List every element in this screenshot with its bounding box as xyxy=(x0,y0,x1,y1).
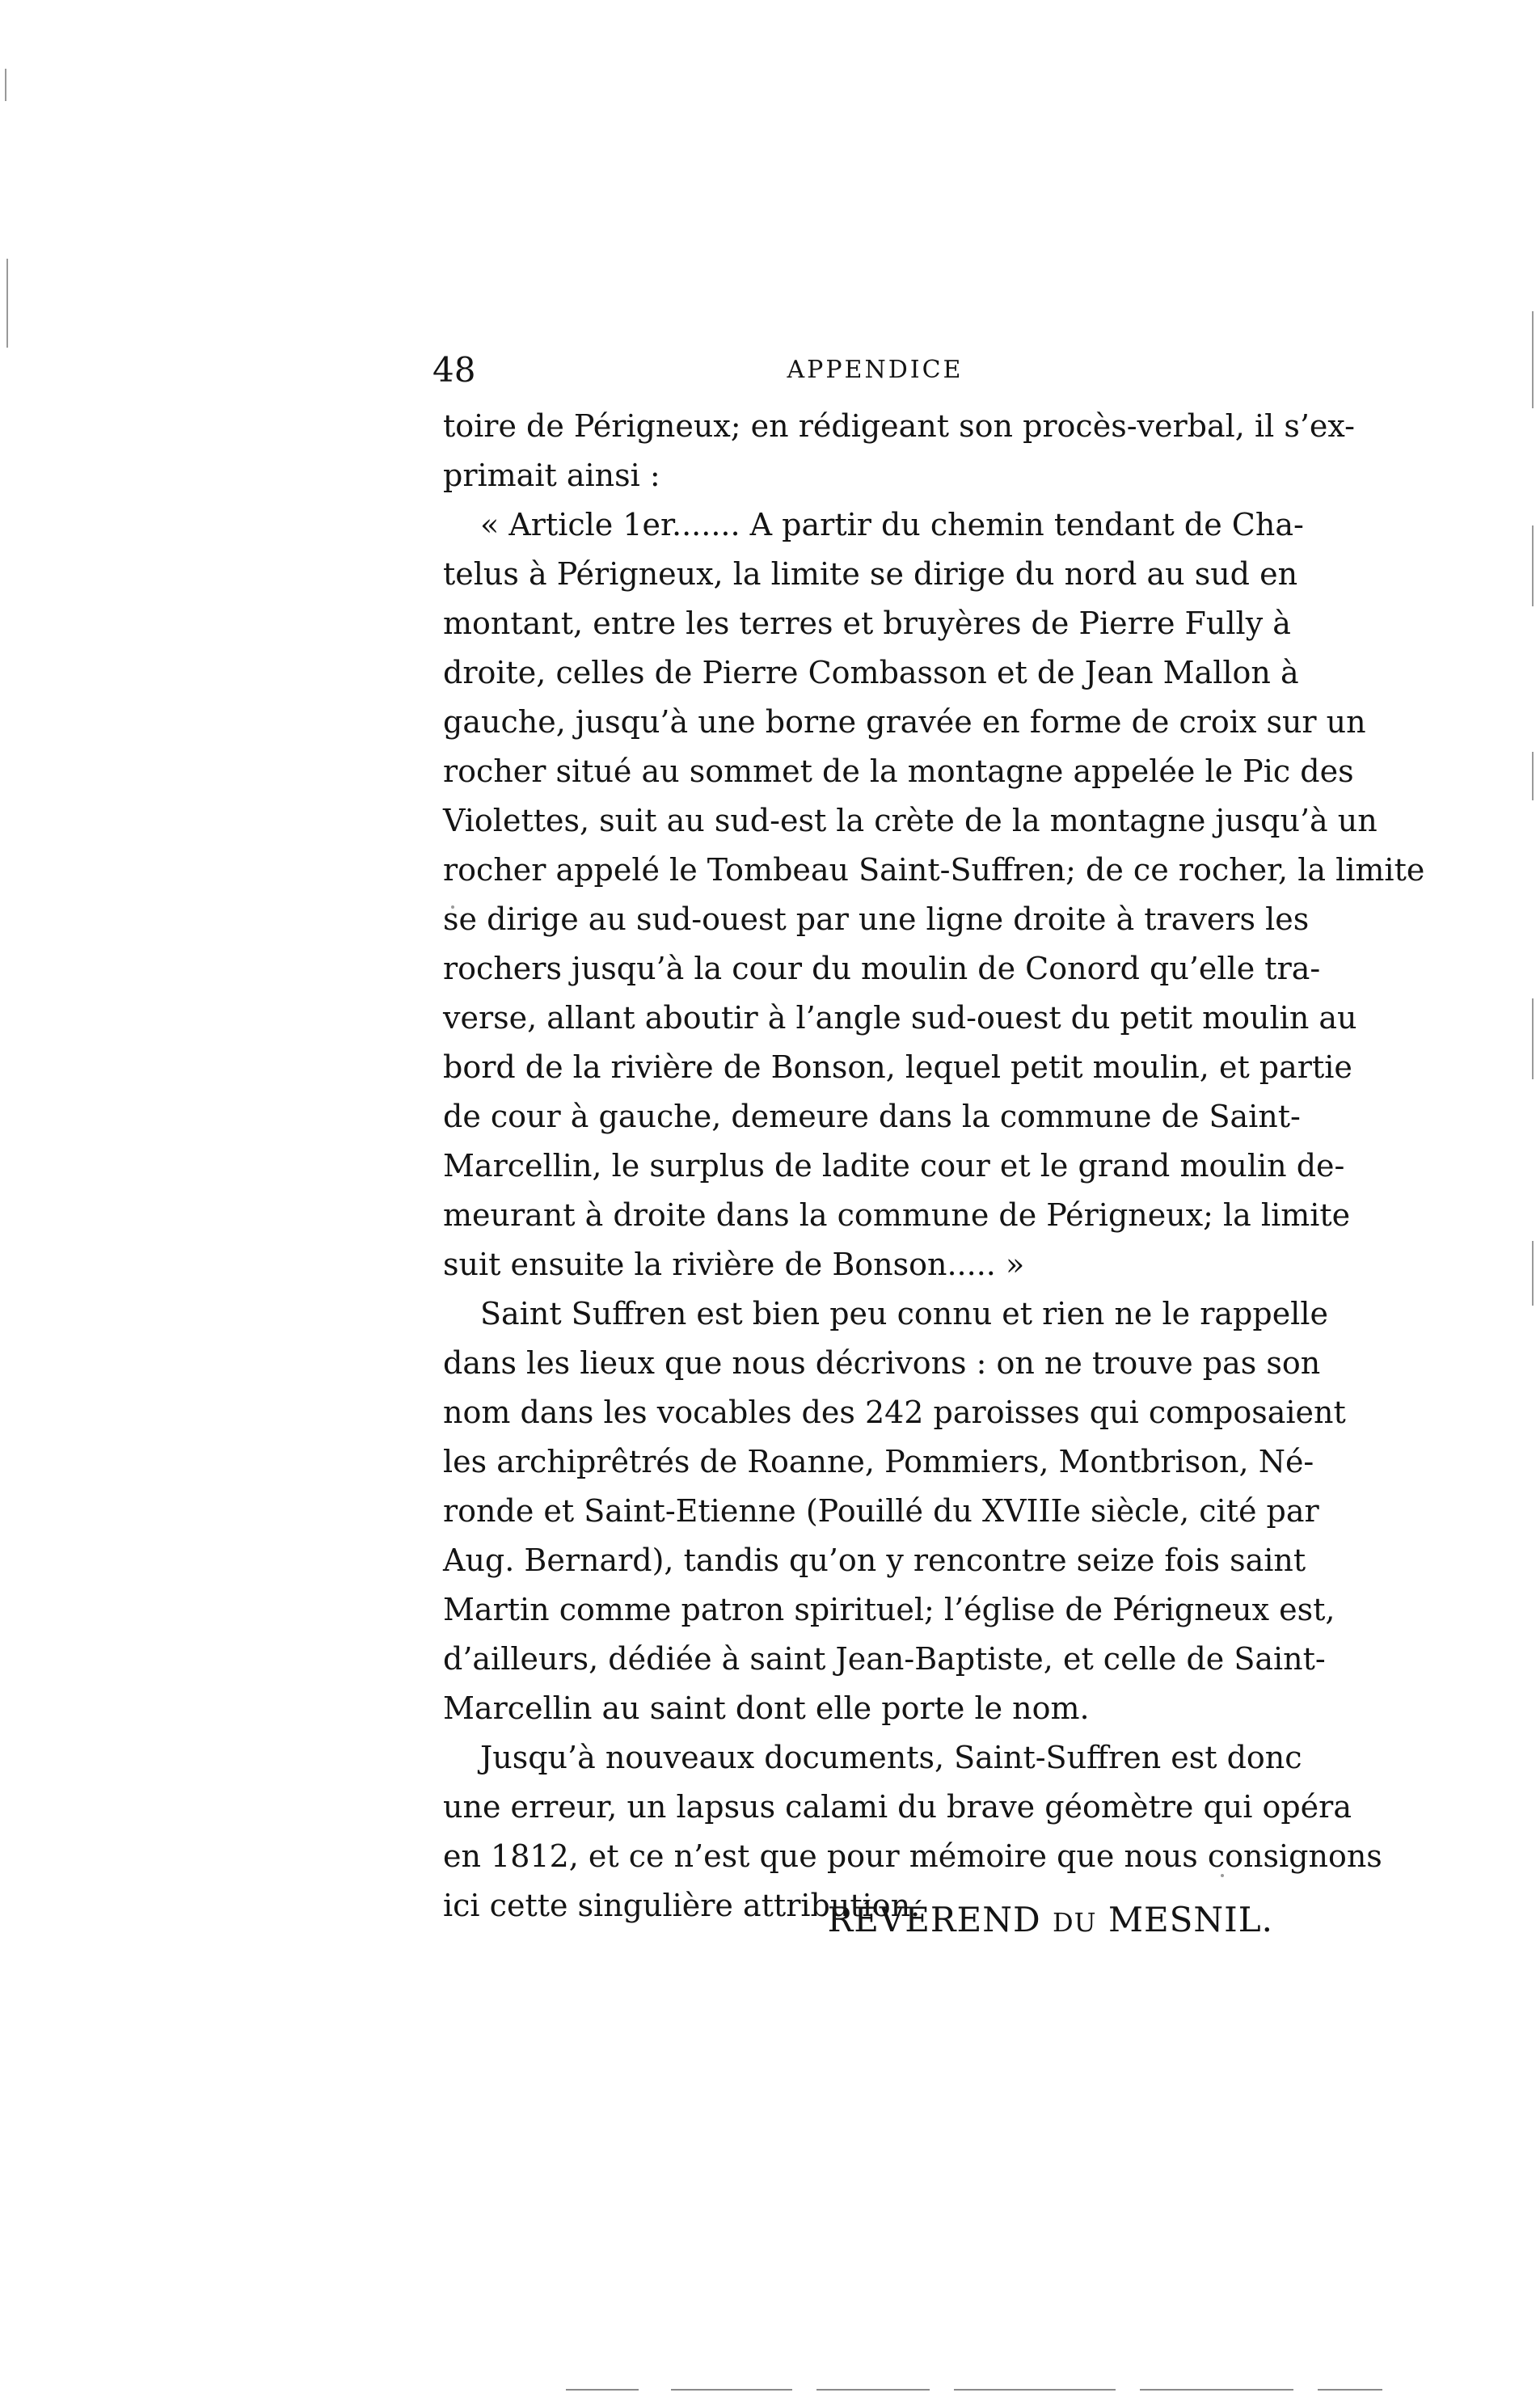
text-line-content: « Article 1er....... A partir du chemin tendant de Cha- xyxy=(480,507,1304,542)
text-line-content: suit ensuite la rivière de Bonson..... » xyxy=(443,1247,1025,1282)
left-margin-line xyxy=(6,259,8,348)
text-line xyxy=(443,1635,1326,1684)
text-line-content: Martin comme patron spirituel; l’église de Périgneux est, xyxy=(443,1592,1335,1627)
text-line xyxy=(443,1043,1352,1092)
page-number: 48 xyxy=(432,350,476,390)
text-line-content: meurant à droite dans la commune de Périgneux; la limite xyxy=(443,1197,1351,1233)
left-margin-line xyxy=(5,69,6,101)
text-line xyxy=(443,747,1354,796)
right-margin-line xyxy=(1532,311,1534,408)
text-line xyxy=(443,1388,1346,1437)
text-line-content: nom dans les vocables des 242 paroisses qui composaient xyxy=(443,1395,1346,1430)
text-line-content: Aug. Bernard), tandis qu’on y rencontre seize fois saint xyxy=(443,1542,1306,1578)
bottom-edge-mark xyxy=(1140,2389,1293,2391)
text-line xyxy=(443,1684,1312,1733)
signature-particle: DU xyxy=(1052,1907,1097,1938)
text-line xyxy=(443,1487,1319,1536)
text-line-content: les archiprêtrés de Roanne, Pommiers, Montbrison, Né- xyxy=(443,1444,1314,1479)
text-line-content: gauche, jusqu’à une borne gravée en forme de croix sur un xyxy=(443,704,1366,740)
bottom-edge-mark xyxy=(816,2389,930,2391)
right-margin-line xyxy=(1532,998,1534,1079)
bottom-edge-mark xyxy=(1318,2389,1382,2391)
text-line xyxy=(443,1142,1345,1191)
text-line-content: ici cette singulière attribution. xyxy=(443,1888,921,1923)
text-line-content: verse, allant aboutir à l’angle sud-ouest du petit moulin au xyxy=(443,1000,1357,1036)
text-line-content: ronde et Saint-Etienne (Pouillé du XVIIIe siècle, cité par xyxy=(443,1493,1319,1529)
text-line xyxy=(443,1289,1328,1339)
text-line-content: en 1812, et ce n’est que pour mémoire que nous consignons xyxy=(443,1838,1382,1874)
text-line xyxy=(443,1832,1382,1881)
body-text xyxy=(443,402,1425,1931)
text-line xyxy=(443,451,1312,500)
text-line-content: de cour à gauche, demeure dans la commune de Saint- xyxy=(443,1099,1301,1134)
bottom-edge-mark xyxy=(671,2389,792,2391)
signature-name-part1: RÉVÉREND xyxy=(827,1900,1041,1939)
text-line-content: Saint Suffren est bien peu connu et rien ne le rappelle xyxy=(480,1296,1328,1331)
text-line-content: primait ainsi : xyxy=(443,458,660,493)
text-line xyxy=(443,1437,1312,1487)
text-line xyxy=(443,550,1312,599)
right-margin-line xyxy=(1532,525,1534,606)
right-margin-line xyxy=(1532,752,1534,800)
text-line xyxy=(443,1536,1312,1585)
text-line-content: toire de Périgneux; en rédigeant son procès-verbal, il s’ex- xyxy=(443,408,1356,444)
text-line xyxy=(443,1092,1312,1142)
page-header xyxy=(432,346,1318,395)
text-line-content: Violettes, suit au sud-est la crète de la montagne jusqu’à un xyxy=(443,803,1378,838)
text-line xyxy=(443,1783,1352,1832)
text-line-content: rocher situé au sommet de la montagne appelée le Pic des xyxy=(443,753,1354,789)
author-signature xyxy=(828,1896,1273,1947)
text-line xyxy=(443,1733,1312,1783)
text-line-content: Marcellin au saint dont elle porte le nom. xyxy=(443,1690,1090,1726)
right-margin-line xyxy=(1532,1241,1534,1306)
text-line-content: rochers jusqu’à la cour du moulin de Conord qu’elle tra- xyxy=(443,951,1321,986)
text-line-content: droite, celles de Pierre Combasson et de Jean Mallon à xyxy=(443,655,1299,690)
bottom-edge-mark xyxy=(954,2389,1116,2391)
text-line xyxy=(443,698,1366,747)
text-line-content: Jusqu’à nouveaux documents, Saint-Suffren est donc xyxy=(480,1740,1302,1775)
text-line-content: une erreur, un lapsus calami du brave géomètre qui opéra xyxy=(443,1789,1352,1825)
running-head: APPENDICE xyxy=(787,356,964,384)
text-line xyxy=(443,402,1356,451)
text-line xyxy=(443,1191,1351,1240)
text-line xyxy=(443,1585,1335,1635)
text-line-content: bord de la rivière de Bonson, lequel petit moulin, et partie xyxy=(443,1049,1352,1085)
text-line-content: se dirige au sud-ouest par une ligne droite à travers les xyxy=(443,901,1310,937)
signature-name-part2: MESNIL. xyxy=(1108,1900,1273,1939)
text-line xyxy=(443,1339,1321,1388)
text-line xyxy=(443,796,1378,846)
text-line xyxy=(443,599,1312,648)
text-line xyxy=(443,846,1425,895)
text-line-content: rocher appelé le Tombeau Saint-Suffren; de ce rocher, la limite xyxy=(443,852,1425,888)
text-line-content: montant, entre les terres et bruyères de Pierre Fully à xyxy=(443,606,1291,641)
bottom-edge-mark xyxy=(566,2389,639,2391)
text-line xyxy=(443,895,1312,944)
text-line xyxy=(443,500,1312,550)
text-line xyxy=(443,944,1321,994)
text-line xyxy=(443,1240,1312,1289)
text-line-content: Marcellin, le surplus de ladite cour et le grand moulin de- xyxy=(443,1148,1345,1184)
text-line xyxy=(443,648,1312,698)
text-line-content: d’ailleurs, dédiée à saint Jean-Baptiste, et celle de Saint- xyxy=(443,1641,1326,1677)
text-line xyxy=(443,994,1357,1043)
text-line-content: telus à Périgneux, la limite se dirige du nord au sud en xyxy=(443,556,1298,592)
text-line-content: dans les lieux que nous décrivons : on ne trouve pas son xyxy=(443,1345,1321,1381)
